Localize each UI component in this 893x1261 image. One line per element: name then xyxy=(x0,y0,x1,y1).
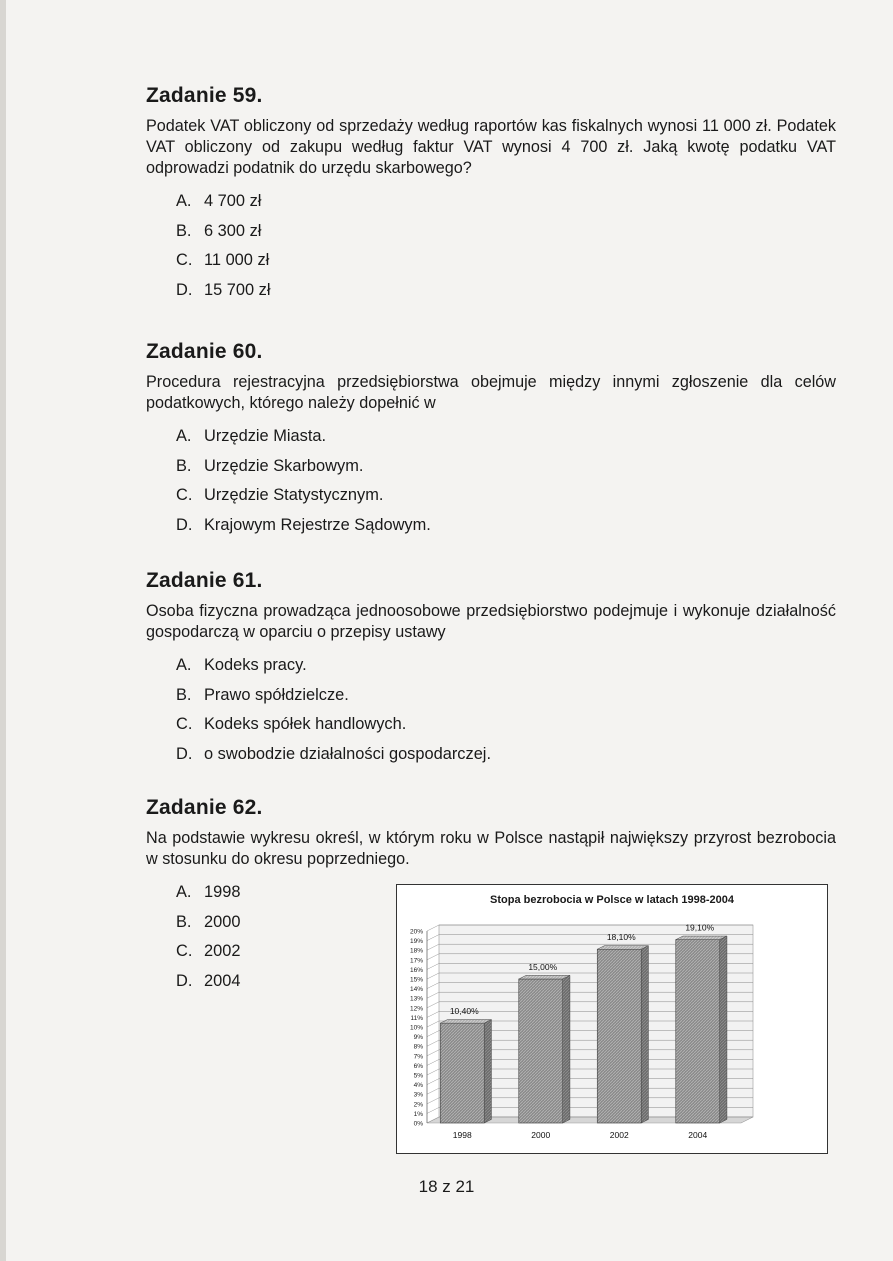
task-59 xyxy=(146,84,836,305)
bar-top-2002 xyxy=(597,946,648,950)
option-letter: A. xyxy=(176,883,192,901)
gridline-diagonal xyxy=(427,1040,439,1046)
option-a[interactable] xyxy=(176,651,836,681)
scan-edge xyxy=(0,0,6,1261)
y-tick-label: 18% xyxy=(409,947,423,955)
gridline-diagonal xyxy=(427,1107,439,1113)
bar-side-2000 xyxy=(563,975,570,1123)
y-tick-label: 9% xyxy=(413,1034,423,1042)
y-tick-label: 6% xyxy=(413,1062,423,1070)
y-tick-label: 2% xyxy=(413,1101,423,1109)
option-text: Urzędzie Statystycznym. xyxy=(204,486,384,504)
x-tick-label: 2002 xyxy=(609,1130,629,1140)
data-label: 15,00% xyxy=(528,962,558,972)
bar-2004 xyxy=(676,940,720,1123)
option-letter: B. xyxy=(176,912,192,931)
option-letter: A. xyxy=(176,427,192,445)
bar-1998 xyxy=(440,1023,484,1123)
option-letter: C. xyxy=(176,715,193,733)
unemployment-chart xyxy=(396,884,828,1154)
data-label: 18,10% xyxy=(606,932,636,943)
y-tick-label: 12% xyxy=(409,1005,423,1013)
gridline-diagonal xyxy=(427,935,439,941)
x-tick-label: 2004 xyxy=(688,1130,708,1140)
gridline-diagonal xyxy=(427,1079,439,1085)
task-title: Zadanie 60. xyxy=(146,340,263,363)
task-title: Zadanie 61. xyxy=(146,569,263,592)
option-letter: D. xyxy=(176,280,193,299)
option-letter: C. xyxy=(176,251,193,269)
option-letter: A. xyxy=(176,656,192,674)
option-letter: D. xyxy=(176,971,193,990)
option-text: Kodeks pracy. xyxy=(204,656,307,674)
option-letter: D. xyxy=(176,515,193,534)
gridline-diagonal xyxy=(427,1059,439,1065)
gridline-diagonal xyxy=(427,1088,439,1094)
y-tick-label: 20% xyxy=(409,928,423,936)
option-text: 4 700 zł xyxy=(204,192,262,210)
option-b[interactable] xyxy=(176,452,836,482)
gridline-diagonal xyxy=(427,1011,439,1017)
data-label: 19,10% xyxy=(685,922,715,933)
bar-side-1998 xyxy=(484,1020,491,1123)
y-tick-label: 15% xyxy=(409,976,423,984)
gridline-diagonal xyxy=(427,1050,439,1056)
gridline-diagonal xyxy=(427,1098,439,1104)
option-text: 6 300 zł xyxy=(204,221,262,240)
chart-title: Stopa bezrobocia w Polsce w latach 1998-2004 xyxy=(490,894,734,906)
y-tick-label: 7% xyxy=(413,1053,423,1061)
gridline-diagonal xyxy=(427,1021,439,1027)
y-tick-label: 8% xyxy=(413,1043,423,1051)
option-letter: C. xyxy=(176,942,193,960)
option-text: Krajowym Rejestrze Sądowym. xyxy=(204,515,431,534)
bar-2002 xyxy=(597,949,641,1123)
task-question: Podatek VAT obliczony od sprzedaży według raportów kas fiskalnych wynosi 11 000 zł. Podatek VAT obliczony od zakupu według faktur VAT wynosi 4 700 zł. Jaką kwotę podatku VAT odprowadzi podatnik do urzędu skarbowego? xyxy=(146,117,836,177)
x-tick-label: 2000 xyxy=(531,1130,551,1140)
answer-options xyxy=(176,651,836,769)
option-c[interactable] xyxy=(176,246,836,276)
y-tick-label: 0% xyxy=(413,1120,423,1128)
option-b[interactable] xyxy=(176,681,836,711)
data-label: 10,40% xyxy=(449,1006,479,1017)
answer-options xyxy=(176,422,836,540)
y-tick-label: 5% xyxy=(413,1072,423,1080)
gridline-diagonal xyxy=(427,944,439,950)
y-tick-label: 3% xyxy=(413,1091,423,1099)
option-letter: A. xyxy=(176,192,192,210)
y-tick-label: 14% xyxy=(409,986,423,994)
bar-top-2004 xyxy=(676,936,727,940)
option-text: 2002 xyxy=(204,942,241,960)
option-text: 1998 xyxy=(204,883,241,901)
bar-top-2000 xyxy=(519,975,570,979)
option-letter: C. xyxy=(176,486,193,504)
page-number: 18 z 21 xyxy=(418,1177,475,1196)
task-question: Na podstawie wykresu określ, w którym roku w Polsce nastąpił największy przyrost bezrobocia w stosunku do okresu poprzedniego. xyxy=(146,829,836,868)
bar-top-1998 xyxy=(440,1020,491,1024)
task-question: Osoba fizyczna prowadząca jednoosobowe przedsiębiorstwo podejmuje i wykonuje działalność gospodarczą w oparciu o przepisy ustawy xyxy=(146,602,836,641)
gridline-diagonal xyxy=(427,1031,439,1037)
task-61 xyxy=(146,569,836,769)
option-c[interactable] xyxy=(176,710,836,740)
option-text: Prawo spółdzielcze. xyxy=(204,685,349,704)
y-tick-label: 11% xyxy=(410,1014,423,1022)
option-letter: B. xyxy=(176,221,192,240)
gridline-diagonal xyxy=(427,1069,439,1075)
option-text: 11 000 zł xyxy=(204,251,270,269)
option-letter: B. xyxy=(176,456,192,475)
bar-side-2004 xyxy=(720,936,727,1123)
task-title: Zadanie 62. xyxy=(146,796,263,819)
y-tick-label: 4% xyxy=(413,1082,423,1090)
bar-2000 xyxy=(519,979,563,1123)
y-tick-label: 17% xyxy=(409,957,423,965)
option-d[interactable] xyxy=(176,511,836,541)
y-tick-label: 10% xyxy=(409,1024,423,1032)
option-text: Kodeks spółek handlowych. xyxy=(204,715,407,733)
gridline-diagonal xyxy=(427,954,439,960)
gridline-diagonal xyxy=(427,973,439,979)
x-tick-label: 1998 xyxy=(452,1130,472,1140)
option-text: 2004 xyxy=(204,971,241,990)
gridline-diagonal xyxy=(427,925,439,931)
y-tick-label: 16% xyxy=(409,966,423,974)
gridline-diagonal xyxy=(427,1002,439,1008)
task-60 xyxy=(146,340,836,540)
y-tick-label: 13% xyxy=(409,995,423,1003)
answer-options xyxy=(176,187,836,305)
bar-side-2002 xyxy=(641,946,648,1123)
chart-plot xyxy=(397,885,827,1153)
option-text: o swobodzie działalności gospodarczej. xyxy=(204,744,492,763)
y-tick-label: 19% xyxy=(409,938,423,946)
option-text: 15 700 zł xyxy=(204,280,271,299)
option-text: Urzędzie Miasta. xyxy=(204,427,327,445)
gridline-diagonal xyxy=(427,963,439,969)
option-a[interactable] xyxy=(176,422,836,452)
gridline-diagonal xyxy=(427,983,439,989)
option-d[interactable] xyxy=(176,740,836,770)
task-title: Zadanie 59. xyxy=(146,84,263,107)
option-letter: D. xyxy=(176,744,193,763)
option-d[interactable] xyxy=(176,276,836,306)
gridline-diagonal xyxy=(427,992,439,998)
option-text: Urzędzie Skarbowym. xyxy=(204,456,364,475)
option-letter: B. xyxy=(176,685,192,704)
option-a[interactable] xyxy=(176,187,836,217)
option-b[interactable] xyxy=(176,217,836,247)
option-text: 2000 xyxy=(204,912,241,931)
option-c[interactable] xyxy=(176,481,836,511)
task-question: Procedura rejestracyjna przedsiębiorstwa obejmuje między innymi zgłoszenie dla celów podatkowych, którego należy dopełnić w xyxy=(146,373,836,412)
y-tick-label: 1% xyxy=(413,1110,423,1118)
